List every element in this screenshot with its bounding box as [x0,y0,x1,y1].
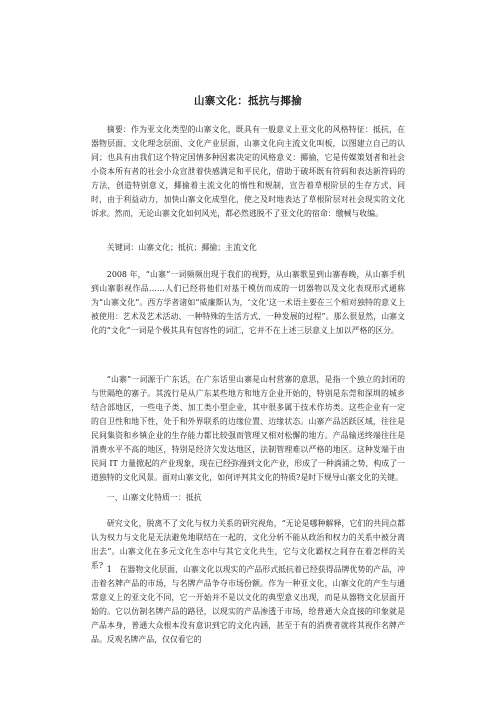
intro-section [91,268,405,338]
keywords [91,241,405,255]
abstract [91,123,405,221]
item-number: 1 [106,565,112,574]
keywords-label: 关键词： [106,243,139,252]
artifact-text: 在器物文化层面，山寨文化以现实的产品形式抵抗着已经获得品牌优势的产品，冲击着名牌产品的市场，与名牌产品争夺市场份额。作为一种亚文化，山寨文化的产生与通常意义上的亚文化不同，它一开始并不是以文化的典型意义出现，而是从器物文化层面开始的。它以仿制名牌产品的路径，以现实的产品渗透于市场，给普通大众直接的印象就是产品本身，普通大众根本没有意识到它的文化内涵，甚至于有的消费者就将其视作名牌产品。反观名牌产品，仅仅看它的 [91,565,405,644]
artifact-paragraph [91,563,405,647]
paper-title: 山寨文化：抵抗与揶揄 [194,95,302,107]
abstract-paragraph [91,123,405,221]
power-paragraph: 研究文化，脱离不了文化与权力关系的研究视角，“无论是哪种解释，它们的共同点都认为权力与文化是无法避免地联结在一起的，文化分析不能从政治和权力的关系中被分离出去”。山寨文化在多元文化生态中与其它文化共生，它与文化霸权之间存在着怎样的关系? [91,519,405,570]
abstract-text: 作为亚文化类型的山寨文化，既具有一般意义上亚文化的风格特征：抵抗，在器物层面、文化理念层面、文化产业层面，山寨文化向主流文化叫板，以图建立自己的认同；也具有由我们这个特定国情多种因素决定的风格意义：揶揄，它是传媒策划者和社会小资本所有者的社会小众宣泄着快感满足和平民化，借助于破坏既有符码和表达新符码的方法，创造特别意义，揶揄着主流文化的惰性和规制，宣告着草根阶层的生存方式，同时，由于利益动力，加快山寨文化成型化，使之及时地表达了草根阶层对社会现实的文化诉求。然而，无论山寨文化如何风光，都必然逃脱不了亚文化的宿命：缴械与收编。 [91,125,405,218]
section-heading-1 [91,491,405,505]
keywords-paragraph [91,241,405,255]
section-heading-text: 一、山寨文化特质一：抵抗 [106,493,202,502]
abstract-label: 摘要： [106,125,131,134]
body-section-origin [91,373,405,485]
body-section-artifact [91,563,405,647]
intro-paragraph: 2008 年，“山寨”一词频频出现于我们的视野，从山寨歌星到山寨春晚，从山寨手机到山寨影视作品……人们已经将他们对基于模仿而成的一切器物以及文化表现形式通称为“山寨文化”。西方学者诸如“威廉斯认为，‘文化’这一术语主要在三个相对独特的意义上被使用：艺术及艺术活动、一种特殊的生活方式、一种发展的过程”。那么很显然，山寨文化的“文化”一词是个极其具有包容性的词汇，它并不在上述三层意义上加以严格的区分。 [91,270,405,335]
keywords-text: 山寨文化；抵抗；揶揄；主流文化 [138,243,257,252]
origin-paragraph: “山寨”一词源于广东话，在广东话里山寨是山村营寨的意思，是指一个独立的封闭的与世隔绝的寨子。其流行是从广东某些地方和地方企业开始的，特别是东莞和深圳的城乡结合部地区，一些电子类、加工类小型企业，其中很多属于技术作坊类。这些企业有一定的自卫性和地下性，处于和外界联系的边缘位置、边缘状态。山寨产品活跃区域，往往是民间集资和乡镇企业的生存能力都比较强而管理又相对松懈的地方。产品输送终端往往是消费水平不高的地区，特别是经济欠发达地区，法制管理难以严格的地区。这种发端于由民间 IT 力量掀起的产业现象，现在已经弥漫到文化产业，形成了一种淌涌之势，构成了一道独特的文化风景。面对山寨文化，如何评判其文化的特质?是时下规导山寨文化的关键。 [91,375,405,482]
